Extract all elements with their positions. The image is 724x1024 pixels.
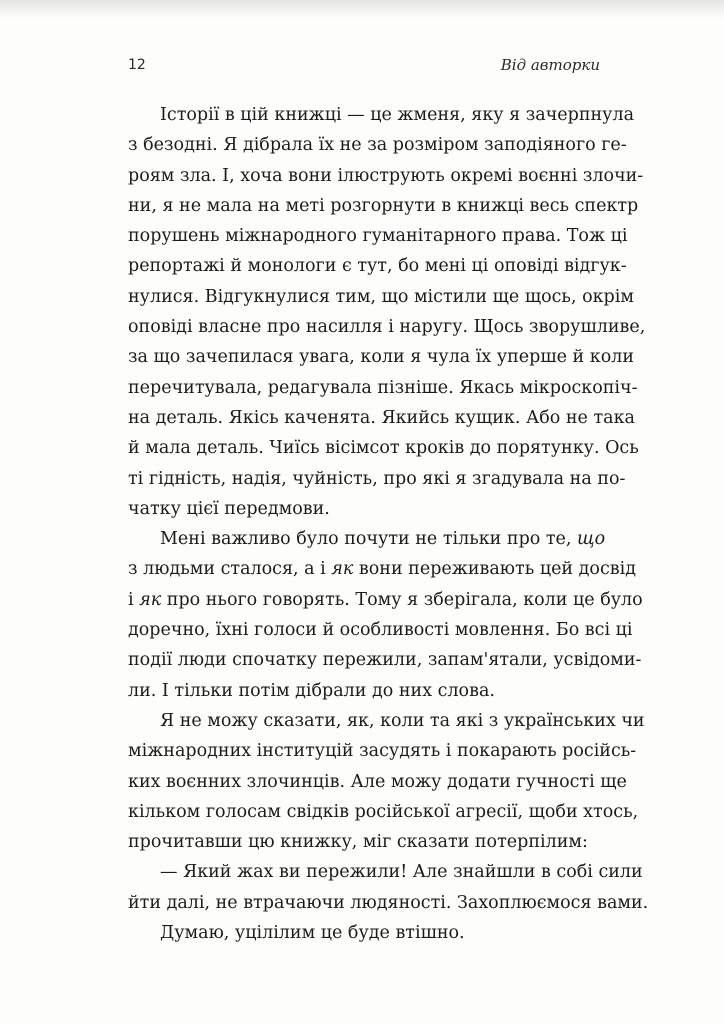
text-line: перечитувала, редагувала пізніше. Якась мікроскопіч- <box>128 377 638 398</box>
text-segment: з людьми сталося, а і <box>128 559 332 580</box>
paragraph <box>128 918 598 948</box>
page-number: 12 <box>128 57 146 73</box>
text-line: ни, я не мала на меті розгорнути в книжці весь спектр <box>128 195 639 216</box>
paragraph <box>128 100 646 524</box>
text-line: події люди спочатку пережили, запам'ятали, усвідоми- <box>128 650 642 671</box>
text-line: оповіді власне про насилля і наругу. Щось зворушливе, <box>128 317 646 338</box>
text-line: на деталь. Якісь каченята. Якийсь кущик. Або не така <box>128 407 635 428</box>
text-line: ті гідність, надія, чуйність, про які я згадувала на по- <box>128 468 626 489</box>
text-line: — Який жах ви пережили! Але знайшли в собі сили <box>160 862 643 883</box>
text-segment: Мені важливо було почути не тільки про те, <box>160 529 578 550</box>
italic-word: що <box>577 529 606 550</box>
paragraph <box>128 524 643 706</box>
page-top-shadow <box>0 0 724 18</box>
body-text <box>128 100 649 948</box>
text-line: чатку цієї передмови. <box>128 498 330 519</box>
text-line <box>128 554 636 584</box>
italic-word: як <box>331 559 354 580</box>
text-segment: про нього говорять. Тому я зберігала, коли це було <box>161 589 643 610</box>
text-line: з безодні. Я дібрала їх не за розміром заподіяного ге- <box>128 135 627 156</box>
text-line: порушень міжнародного гуманітарного права. Тож ці <box>128 226 628 247</box>
text-segment: вони переживають цей досвід <box>353 559 636 580</box>
text-line: роям зла. І, хоча вони ілюструють окремі воєнні злочи- <box>128 165 644 186</box>
italic-word: як <box>139 589 162 610</box>
text-line: за що зачепилася увага, коли я чула їх уперше й коли <box>128 347 635 368</box>
text-line <box>128 524 606 554</box>
text-line: ких воєнних злочинців. Але можу додати гучності ще <box>128 771 627 792</box>
running-head: Від авторки <box>500 56 600 74</box>
text-line: кільком голосам свідків російської агресії, щоби хтось, <box>128 801 639 822</box>
text-line: прочитавши цю книжку, міг сказати потерпілим: <box>128 832 588 853</box>
text-line: й мала деталь. Чиїсь вісімсот кроків до порятунку. Ось <box>128 438 639 459</box>
text-line: йти далі, не втрачаючи людяності. Захоплюємося вами. <box>128 892 649 913</box>
paragraph <box>128 857 649 918</box>
text-line: Історії в цій книжці — це жменя, яку я зачерпнула <box>160 105 635 125</box>
text-line: Думаю, уцілілим це буде втішно. <box>160 923 465 944</box>
paragraph <box>128 706 645 857</box>
text-line: ли. І тільки потім дібрали до них слова. <box>128 680 495 701</box>
text-line: нулися. Відгукнулися тим, що містили ще щось, окрім <box>128 286 634 307</box>
text-segment: і <box>128 589 140 610</box>
text-line <box>128 585 643 615</box>
text-line: Я не можу сказати, як, коли та які з українських чи <box>160 710 645 731</box>
text-line: доречно, їхні голоси й особливості мовлення. Бо всі ці <box>128 620 633 641</box>
text-line: репортажі й монологи є тут, бо мені ці оповіді відгук- <box>128 256 627 277</box>
text-line: міжнародних інституцій засудять і покарають російсь- <box>128 741 637 762</box>
